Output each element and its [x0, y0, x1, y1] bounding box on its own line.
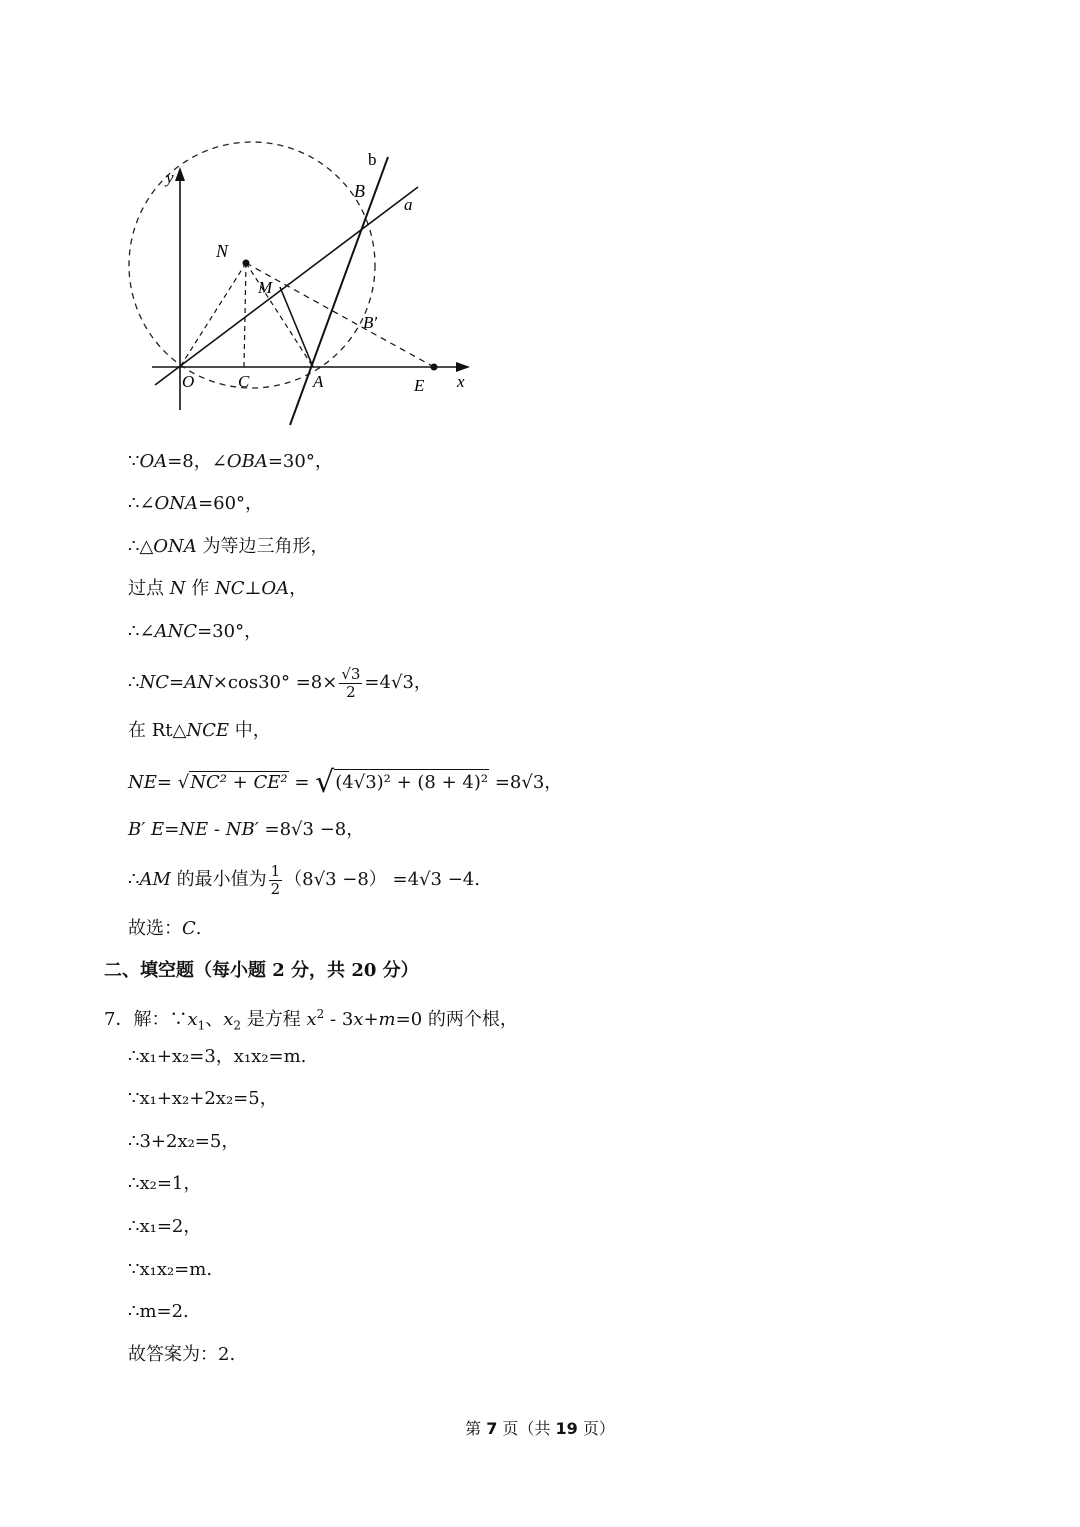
- segment-NC: [244, 263, 246, 367]
- line-21: 故答案为：2.: [128, 1344, 236, 1365]
- current-page: 7: [486, 1419, 498, 1438]
- line-8: NE= √NC² + CE² = √(4√3)² + (8 + 4)² =8√3，: [128, 765, 563, 800]
- segment-NO: [180, 263, 246, 367]
- line-2: ∴∠ONA=60°，: [128, 493, 264, 514]
- line-15: ∵x₁+x₂+2x₂=5，: [128, 1088, 278, 1109]
- fraction-one-half: $\frac{1}{2}$: [270, 861, 281, 898]
- segment-MA: [280, 287, 313, 367]
- x-axis-arrow: [456, 362, 470, 372]
- label-y: y: [166, 168, 174, 187]
- point-N: [243, 260, 250, 267]
- line-14: ∴x₁+x₂=3，x₁x₂=m.: [128, 1046, 307, 1067]
- y-axis-arrow: [175, 167, 185, 181]
- label-E: E: [414, 376, 425, 395]
- label-A: A: [313, 372, 324, 391]
- line-4: 过点 N 作 NC⊥OA，: [128, 578, 308, 599]
- segment-NE: [246, 263, 434, 367]
- label-N: N: [216, 241, 229, 261]
- line-3: ∴△ONA 为等边三角形，: [128, 536, 329, 557]
- line-17: ∴x₂=1，: [128, 1173, 202, 1194]
- label-M: M: [258, 278, 273, 297]
- label-C: C: [238, 372, 250, 391]
- line-b: [290, 157, 388, 425]
- label-x: x: [457, 372, 465, 391]
- segment-NA: [246, 263, 313, 367]
- line-20: ∴m=2.: [128, 1301, 189, 1322]
- question-7: 7．解：$\because x_1$、$x_2$ 是方程 $x^2 - 3x+m=0$ 的两个根，: [104, 1007, 518, 1033]
- point-E: [431, 364, 438, 371]
- geometry-figure: [120, 135, 480, 430]
- section-heading: 二、填空题（每小题 2 分，共 20 分）: [104, 960, 419, 981]
- line-9: B′ E=NE - NB′ =8√3 −8，: [128, 819, 365, 840]
- line-5: ∴∠ANC=30°，: [128, 621, 263, 642]
- total-pages: 19: [555, 1419, 578, 1438]
- line-6: ∴NC=AN×cos30° =8× $\frac{√3}{2}$ =4√3，: [128, 664, 432, 701]
- label-a: a: [404, 195, 413, 214]
- line-10: ∴AM 的最小值为 $\frac{1}{2}$ （8√3 −8） =4√3 −4.: [128, 861, 480, 898]
- line-7: 在 Rt△NCE 中，: [128, 720, 271, 741]
- line-19: ∵x₁x₂=m.: [128, 1259, 213, 1280]
- page-footer: 第 7 页（共 19 页）: [465, 1419, 615, 1438]
- line-1: ∵OA=8，∠OBA=30°，: [128, 451, 333, 472]
- line-18: ∴x₁=2，: [128, 1216, 202, 1237]
- label-O: O: [182, 372, 195, 391]
- label-B: B: [354, 181, 365, 201]
- line-11: 故选：C.: [128, 918, 202, 939]
- line-16: ∴3+2x₂=5，: [128, 1131, 240, 1152]
- label-b: b: [368, 150, 377, 169]
- fraction-sqrt3-over-2: $\frac{√3}{2}$: [341, 664, 361, 701]
- label-Bprime: B′: [363, 313, 378, 332]
